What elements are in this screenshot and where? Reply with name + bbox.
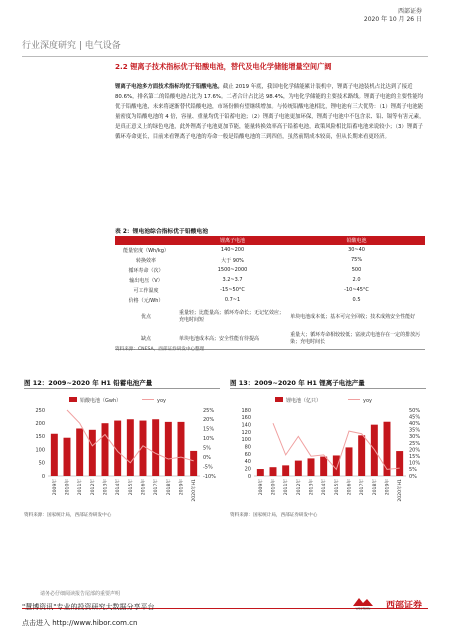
y-right-tick: 0% [409,473,417,480]
y-left-tick: 120 [241,429,251,436]
legend-label-bar: 铅酸电池（Gwh） [80,398,122,404]
header-brand: 西部证券 [397,8,422,15]
x-tick: 2014年 [322,479,328,496]
y-right-tick: 35% [409,427,421,434]
fig13-title: 图 13：2009~2020 年 H1 锂离子电池产量 [230,379,365,387]
x-tick: 2016年 [141,479,147,496]
li-value: -15~50°C [220,287,245,293]
li-value: 3.2~3.7 [222,277,243,283]
x-tick: 2012年 [296,479,302,496]
lithium-chart [230,392,428,510]
fig12-divider [24,388,220,389]
fig13-source: 资料来源：国家统计局，西部证券研发中心 [230,513,318,518]
x-tick: 2011年 [284,479,290,496]
y-right-tick: 25% [203,407,215,414]
legend-label-line: yoy [157,398,166,404]
cons-label: 缺点 [115,327,177,350]
pb-value: -10~45°C [344,287,369,293]
x-tick: 2015年 [334,479,340,496]
fig12-source: 资料来源：国家统计局，西部证券研发中心 [24,513,112,518]
bar-10 [178,422,185,476]
pb-value: 30~40 [348,247,365,253]
table-header-row [115,236,425,245]
x-tick: 2009年 [52,479,58,496]
paragraph-lead: 锂离子电池多方面技术指标均优于铅酸电池。 [115,84,223,90]
y-right-tick: 15% [409,454,421,460]
x-tick: 2014年 [116,479,122,496]
comparison-table [115,236,425,350]
table-row [115,255,425,265]
table-row [115,275,425,285]
bar-1 [64,438,71,476]
bar-6 [333,455,340,476]
bar-3 [295,461,302,476]
bar-2 [282,465,289,476]
bar-2 [76,428,83,476]
x-tick: 2009年 [258,479,264,496]
bar-0 [257,469,264,476]
section-title: 2.2 锂离子技术指标优于铅酸电池，替代及电化学储能增量空间广阔 [115,62,332,71]
table-row [115,245,425,255]
li-pros: 重量轻；比能量高；循环寿命长；无记忆效应；充电时间短 [179,310,285,323]
table-row-pros [115,305,425,327]
y-left-tick: 150 [35,434,45,441]
bar-3 [89,430,96,476]
fig13-divider [230,388,426,389]
x-tick: 2010年 [271,479,277,496]
row-label: 输出电压（V） [129,277,163,284]
pb-cons: 重量大；循环寿命相较较低；富液式电池存在一定的排放污染；充电时间长 [288,327,425,350]
footer-platform-text: "慧博资讯"专业的投资研究大数据分享平台 [22,603,155,611]
bar-4 [308,458,315,476]
y-left-tick: 60 [244,451,251,458]
li-value: 大于 90% [221,257,244,264]
paragraph-body: 截止 2019 年底，我国电化学储能累计装机中，锂离子电池装机占比达到了接近 80.6%，排名第二的铅酸电池占比为 17.6%。二者合计占比达 98.4%，为电化学储能的主要技术路线。锂离子电池的主要性能均优于铅酸电池，未来将逐渐替代铅酸电池，市场份额有望继续增加。与传统铅酸电池相比，锂电池有三大优势：（1）锂离子电池能量密度为铅酸电池的 4 倍，容量、重量均优于铅蓄电池；（2）锂离子电池更加环保，锂离子电池中不包含汞、铅、镉等有害元素，是真正意义上的绿色电池，此外锂离子电池更加节能，能量转换效率高于铅蓄电池，政策风险相比铅蓄电池来说较小；（3）锂离子循环寿命更长，目前来看锂离子电池的寿命一般是铅酸电池的三到四倍，虽然前期成本较高，但从长期来看更经济。 [115,84,425,140]
bar-9 [165,422,172,476]
x-tick: 2013年 [309,479,315,496]
y-right-tick: -10% [203,473,216,480]
y-right-tick: 25% [409,440,421,447]
legend-swatch-bar [69,397,77,402]
bar-0 [51,434,58,476]
section-paragraph [115,82,425,142]
y-right-tick: -5% [203,464,213,471]
bar-5 [320,457,327,476]
y-left-tick: 0 [41,473,45,480]
x-tick: 2010年 [65,479,71,496]
y-left-tick: 200 [35,421,45,427]
y-left-tick: 40 [244,459,251,466]
bar-8 [358,435,365,476]
western-logo-icon [351,596,375,610]
table-source: 资料来源：CNESA，西部证券研发中心整理 [115,347,205,352]
legend-label-line: yoy [363,398,372,404]
header-date: 2020 年 10 月 26 日 [363,16,422,23]
lead-acid-chart [24,392,222,510]
footer-link[interactable]: 点击进入 http://www.hibor.com.cn [22,619,138,627]
y-right-tick: 20% [409,447,421,454]
x-tick: 2016年 [347,479,353,496]
row-label: 可工作温度 [133,287,159,294]
pb-value: 2.0 [352,277,361,283]
y-right-tick: 10% [409,460,421,467]
brand-en: WESTERN [355,606,371,610]
x-tick: 2020年H1 [398,479,404,502]
table-title: 表 2：锂电池综合指标优于铅酸电池 [115,229,209,235]
table-row [115,295,425,305]
y-left-tick: 100 [35,447,45,454]
x-tick: 2018年 [372,479,378,496]
y-right-tick: 0% [203,454,211,461]
x-tick: 2015年 [128,479,134,496]
y-right-tick: 5% [203,445,211,452]
y-left-tick: 100 [241,437,251,444]
table-header-empty [115,236,177,245]
y-left-tick: 80 [244,444,251,451]
row-label: 价格（元/Wh） [128,297,164,304]
y-left-tick: 140 [241,422,251,429]
table-row [115,285,425,295]
y-right-tick: 20% [203,417,215,424]
y-left-tick: 250 [35,407,45,414]
li-value: 140~200 [220,247,245,253]
y-right-tick: 50% [409,407,421,414]
x-tick: 2017年 [360,479,366,496]
fig12-title: 图 12：2009~2020 年 H1 铅蓄电池产量 [24,379,153,387]
bar-11 [190,451,197,476]
pb-value: 0.5 [352,297,361,303]
x-tick: 2019年 [385,479,391,496]
pros-label: 优点 [140,313,151,320]
pb-value: 75% [350,257,363,263]
x-tick: 2020年H1 [192,479,198,502]
y-right-tick: 10% [203,436,215,443]
bar-11 [396,451,403,476]
row-label: 能量密度（Wh/kg） [123,247,169,254]
pb-pros: 单块电池成本低；基本可完全回收；技术成熟安全性能好 [290,313,416,320]
row-label: 循环寿命（次） [128,267,164,274]
bar-7 [346,447,353,476]
disclaimer-note: 请务必仔细阅读报告尾部的重要声明 [40,591,121,597]
table-header-pb: 铅酸电池 [288,236,425,245]
bar-10 [384,422,391,476]
bar-4 [102,423,109,476]
li-value: 0.7~1 [224,297,241,303]
y-left-tick: 20 [244,466,251,473]
footer-brand: 西部证券 [385,601,422,611]
bar-8 [152,419,159,476]
y-left-tick: 160 [241,415,251,422]
bar-6 [127,419,134,476]
header-divider [22,56,428,57]
y-right-tick: 15% [203,426,215,433]
y-right-tick: 30% [409,434,421,441]
li-value: 1500~2000 [217,267,248,273]
table-row [115,265,425,275]
report-type: 行业深度研究 | 电气设备 [22,41,121,51]
table-header-li: 锂离子电池 [177,236,288,245]
y-right-tick: 45% [409,414,421,421]
y-left-tick: 180 [241,407,251,414]
x-tick: 2017年 [154,479,160,496]
legend-swatch-bar [275,397,283,402]
bar-1 [270,467,277,476]
legend-label-bar: 锂电池（亿只） [286,398,322,404]
pb-value: 500 [351,267,362,273]
y-right-tick: 40% [409,421,421,427]
x-tick: 2011年 [78,479,84,496]
li-cons: 单块电池成本高；安全性能有待提高 [177,327,288,350]
x-tick: 2018年 [166,479,172,496]
y-right-tick: 5% [409,467,417,474]
y-left-tick: 0 [247,473,251,480]
row-label: 转换效率 [135,257,156,264]
x-tick: 2019年 [179,479,185,496]
x-tick: 2012年 [90,479,96,496]
x-tick: 2013年 [103,479,109,496]
y-left-tick: 50 [38,460,45,467]
